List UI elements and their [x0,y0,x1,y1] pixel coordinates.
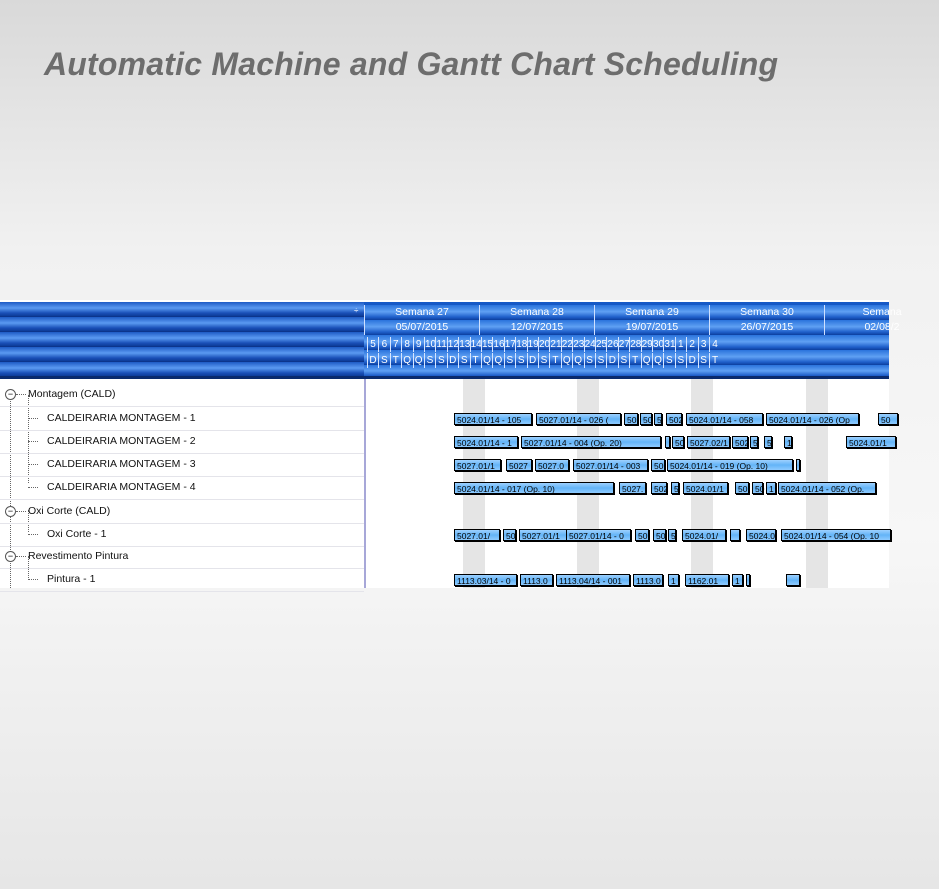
day-number: 20 [539,339,551,350]
gantt-task-bar[interactable]: 50 [624,413,638,425]
gantt-task-bar[interactable]: 1113.04/14 - 001 [556,574,630,586]
gantt-task-bar[interactable]: 5027.01/14 - 003 [573,459,648,471]
day-letter: S [698,353,709,368]
day-letter: D [606,353,617,368]
week-date: 19/07/2015 [625,321,679,333]
day-number: 27 [618,339,630,350]
tree-label: CALDEIRARIA MONTAGEM - 1 [47,412,196,424]
tree-group[interactable] [0,383,364,407]
gantt-task-bar[interactable]: 1113.03/14 - 0 [454,574,517,586]
week-name: Semana [862,306,902,318]
gantt-task-bar[interactable]: 5024.01/14 - 1 [454,436,518,448]
day-number: 24 [584,339,596,350]
week-header [824,305,939,335]
day-number: 23 [573,339,585,350]
gantt-task-bar[interactable] [665,436,670,448]
gantt-task-bar[interactable] [730,529,740,541]
day-number: 6 [378,337,389,352]
day-letter: D [367,353,378,368]
day-number: 11 [436,339,447,350]
tree-resource[interactable] [0,453,364,477]
gantt-task-bar[interactable]: 5027.01/14 - 0 [566,529,631,541]
tree-resource[interactable] [0,523,364,547]
day-number: 16 [493,339,505,350]
gantt-task-bar[interactable]: 50 [653,529,666,541]
tree-label: Oxi Corte (CALD) [28,505,111,517]
gantt-task-bar[interactable]: 1 [784,436,792,448]
day-number: 21 [550,339,562,350]
day-number: 29 [641,339,653,350]
day-letter: S [663,353,674,368]
gantt-task-bar[interactable]: 5024.01/1 [683,482,728,494]
day-letter: S [435,353,446,368]
day-letter: D [447,353,458,368]
week-date: 05/07/2015 [395,321,449,333]
day-number: 17 [504,339,516,350]
gantt-task-bar[interactable]: 1 [668,574,679,586]
gantt-task-bar[interactable]: 5 [764,436,772,448]
gantt-task-bar[interactable]: 5024.01/14 - 026 (Op [766,413,859,425]
gantt-task-bar[interactable]: 502 [732,436,748,448]
day-number: 5 [367,337,378,352]
gantt-task-bar[interactable]: 50 [735,482,749,494]
day-letter: T [390,353,401,368]
day-number: 19 [527,339,539,350]
day-number: 31 [664,339,676,350]
gantt-task-bar[interactable]: 5024.0 [746,529,776,541]
gantt-chart-area [366,379,889,588]
day-number: 12 [447,339,459,350]
day-number: 10 [425,339,437,350]
day-number: 30 [653,339,665,350]
week-date: 02/08/2 [864,321,900,333]
day-letter: Q [641,353,652,368]
gantt-task-bar[interactable]: 5027.0 [535,459,569,471]
gantt-task-bar[interactable]: 5027.01/1 [454,459,501,471]
resource-tree [0,379,366,588]
day-letter: Q [652,353,663,368]
week-header [594,305,709,335]
day-letter: T [549,353,560,368]
gantt-task-bar[interactable]: 50 [635,529,649,541]
sort-icon[interactable]: ÷ [354,306,359,315]
day-number: 28 [630,339,642,350]
day-number: 4 [709,337,720,352]
gantt-task-bar[interactable]: 50 [503,529,516,541]
day-letter: S [595,353,606,368]
day-number: 2 [686,337,697,352]
tree-resource[interactable] [0,568,364,592]
day-letter: Q [572,353,583,368]
week-name: Semana 27 [395,306,449,318]
day-letter: Q [401,353,412,368]
day-letter: Q [481,353,492,368]
day-letter: D [686,353,697,368]
gantt-screenshot [0,300,902,588]
collapse-icon[interactable]: − [5,506,16,517]
gantt-task-bar[interactable]: 502 [666,413,682,425]
day-letter: S [618,353,629,368]
tree-label: Oxi Corte - 1 [47,528,107,540]
day-number: 18 [516,339,528,350]
gantt-task-bar[interactable]: 5027. [619,482,646,494]
page-title: Automatic Machine and Gantt Chart Scheduling [44,46,779,82]
gantt-task-bar[interactable]: 5027.02/1 [687,436,730,448]
gantt-task-bar[interactable]: 5024.01/1 [846,436,896,448]
gantt-task-bar[interactable]: 1 [732,574,743,586]
gantt-task-bar[interactable]: 1162.01 [685,574,729,586]
tree-label: CALDEIRARIA MONTAGEM - 3 [47,458,196,470]
gantt-task-bar[interactable]: 5024.01/14 - 058 [686,413,763,425]
day-letter: S [675,353,686,368]
tree-label: CALDEIRARIA MONTAGEM - 4 [47,481,196,493]
collapse-icon[interactable]: − [5,551,16,562]
collapse-icon[interactable]: − [5,389,16,400]
gantt-task-bar[interactable]: 5 [668,529,676,541]
day-letter: S [504,353,515,368]
week-name: Semana 29 [625,306,679,318]
day-number: 1 [675,337,686,352]
gantt-task-bar[interactable]: 50 [752,482,763,494]
day-number: 3 [698,337,709,352]
tree-resource[interactable] [0,407,364,431]
day-letter: S [378,353,389,368]
gantt-task-bar[interactable]: 5024.01/14 - 105 [454,413,532,425]
day-number: 13 [459,339,471,350]
gantt-task-bar[interactable]: 1113.0 [633,574,663,586]
gantt-task-bar[interactable]: 5024.01/ [682,529,726,541]
gantt-task-bar[interactable]: 502 [651,482,667,494]
gantt-task-bar[interactable] [796,459,800,471]
gantt-task-bar[interactable]: 50 [640,413,652,425]
tree-group[interactable] [0,545,364,569]
tree-label: CALDEIRARIA MONTAGEM - 2 [47,435,196,447]
gantt-task-bar[interactable] [746,574,750,586]
day-number: 15 [482,339,494,350]
day-number: 22 [561,339,573,350]
tree-resource[interactable] [0,476,364,500]
day-number: 14 [470,339,482,350]
gantt-task-bar[interactable] [786,574,800,586]
day-number: 8 [401,337,412,352]
tree-label: Revestimento Pintura [28,550,129,562]
gantt-task-bar[interactable]: 5027.01/1 [519,529,579,541]
day-letter: S [584,353,595,368]
gantt-task-bar[interactable]: 50 [651,459,665,471]
gantt-task-bar[interactable]: 5 [671,482,679,494]
day-letter: Q [413,353,424,368]
day-number: 26 [607,339,619,350]
resource-column-header[interactable] [0,302,364,378]
week-header [364,305,479,335]
gantt-task-bar[interactable]: 5024.01/14 - 017 (Op. 10) [454,482,614,494]
day-letter: S [538,353,549,368]
gantt-task-bar[interactable]: 5027.01/ [454,529,500,541]
day-letter: D [527,353,538,368]
week-date: 26/07/2015 [740,321,794,333]
week-header [479,305,594,335]
gantt-task-bar[interactable]: 5 [750,436,758,448]
day-letter: Q [561,353,572,368]
day-number: 25 [596,339,608,350]
week-date: 12/07/2015 [510,321,564,333]
gantt-task-bar[interactable]: 5027 [506,459,532,471]
day-number: 7 [390,337,401,352]
tree-resource[interactable] [0,430,364,454]
tree-label: Montagem (CALD) [28,388,116,400]
gantt-task-bar[interactable]: 5027.01/14 - 004 (Op. 20) [521,436,661,448]
day-number: 9 [413,337,424,352]
gantt-task-bar[interactable]: 50 [878,413,898,425]
day-letter: T [629,353,640,368]
week-header [709,305,824,335]
timeline-header [364,302,902,378]
gantt-task-bar[interactable]: 1 [766,482,776,494]
day-letter: S [424,353,435,368]
day-letter: T [709,353,720,368]
gantt-task-bar[interactable]: 1113.0 [520,574,553,586]
gantt-task-bar[interactable]: 5024.01/14 - 052 (Op. [778,482,876,494]
gantt-task-bar[interactable]: 5024.01/14 - 019 (Op. 10) [667,459,793,471]
gantt-task-bar[interactable]: 5024.01/14 - 054 (Op. 10 [781,529,891,541]
tree-group[interactable] [0,500,364,524]
gantt-task-bar[interactable]: 5 [654,413,662,425]
day-letter: S [458,353,469,368]
day-letter: S [515,353,526,368]
day-letter: T [470,353,481,368]
week-name: Semana 28 [510,306,564,318]
gantt-task-bar[interactable]: 50 [672,436,684,448]
day-letter: Q [492,353,503,368]
gantt-task-bar[interactable]: 5027.01/14 - 026 ( [536,413,621,425]
tree-label: Pintura - 1 [47,573,96,585]
week-name: Semana 30 [740,306,794,318]
